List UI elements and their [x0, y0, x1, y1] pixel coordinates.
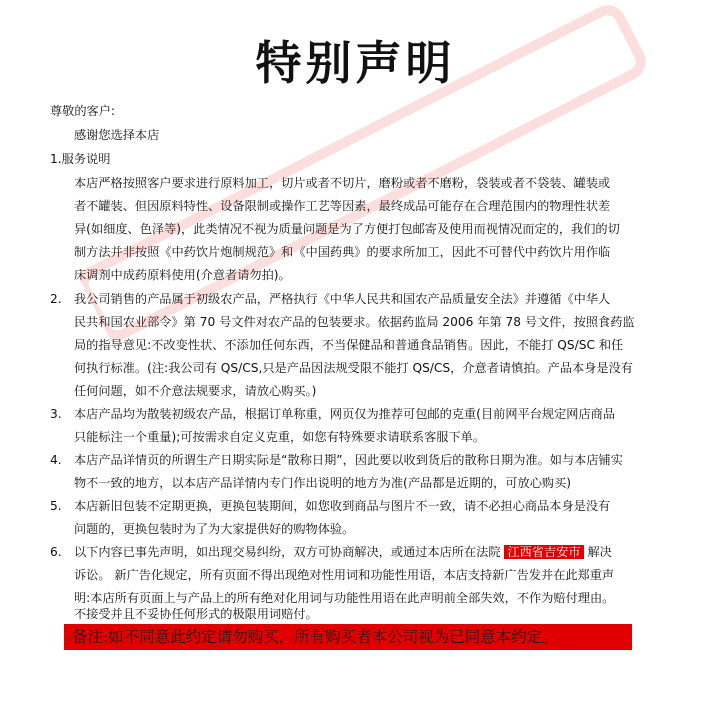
section-2-line: 何执行标准。(注:我公司有 QS/CS,只是产品因法规受限不能打 QS/CS，介意者请慎拍。产品本身是没有 [74, 361, 633, 375]
section-1-heading [50, 150, 110, 168]
section-6-line: 明:本店所有页面上与产品上的所有绝对化用词与功能性用语在此声明前全部失效，不作为赔付理由。 [74, 591, 615, 605]
section-1-line: 床调剂中成药原料使用(介意者请勿拍)。 [74, 268, 291, 282]
thanks-line: 感谢您选择本店 [74, 128, 160, 142]
greeting: 尊敬的客户: [50, 104, 116, 118]
section-3-line: 本店产品均为散装初级农产品，根据订单称重，网页仅为推荐可包邮的克重(目前网平台规定网店商品 [74, 407, 616, 421]
section-2-line: 任何问题，如不介意法规要求，请放心购买。) [74, 384, 317, 398]
section-2-line: 我公司销售的产品属于初级农产品，严格执行《中华人民共和国农产品质量安全法》并遵循《中华人 [74, 292, 611, 306]
section-6-line [74, 543, 612, 561]
section-1-line: 者不罐装、但因原料特性、设备限制或操作工艺等因素，最终成品可能存在合理范围内的物理性状差 [74, 199, 611, 213]
section-6-line: 不接受并且不妥协任何形式的极限用词赔付。 [74, 607, 318, 621]
section-1-title: 服务说明 [61, 152, 111, 166]
page-title: 特别声明 [255, 36, 456, 90]
section-5-line: 问题的，更换包装时为了为大家提供好的购物体验。 [74, 522, 355, 536]
section-6-text: 以下内容已事先声明，如出现交易纠纷，双方可协商解决，或通过本店所在法院 [74, 545, 501, 559]
notice-banner: 备注:如不同意此约定请勿购买，所有购买者本公司视为已同意本约定。 [64, 624, 632, 650]
section-6-number: 6. [50, 545, 62, 559]
section-2-line: 局的指导意见:不改变性状、不添加任何东西，不当保健品和普通食品销售。因此，不能打 QS/SC 和任 [74, 338, 624, 352]
section-1-line: 制方法并非按照《中药饮片炮制规范》和《中国药典》的要求所加工，因此不可替代中药饮片用作临 [74, 245, 611, 259]
section-6-line: 诉讼。 新广告化规定，所有页面不得出现绝对性用词和功能性用语，本店支持新广告发并在此郑重声 [74, 568, 615, 582]
section-2-line: 民共和国农业部令》第 70 号文件对农产品的包装要求。依据药监局 2006 年第 78 号文件，按照食药监 [74, 315, 635, 329]
section-4-number: 4. [50, 453, 62, 467]
section-3-line: 只能标注一个重量);可按需求自定义克重，如您有特殊要求请联系客服下单。 [74, 430, 486, 444]
section-4-line: 物不一致的地方，以本店产品详情内专门作出说明的地方为准(产品都是近期的，可放心购买) [74, 476, 572, 490]
section-3-number: 3. [50, 407, 62, 421]
section-1-line: 本店严格按照客户要求进行原料加工，切片或者不切片，磨粉或者不磨粉，袋装或者不袋装、罐装或 [74, 176, 611, 190]
section-5-number: 5. [50, 499, 62, 513]
section-1-line: 异(如细度、色泽等)，此类情况不视为质量问题是为了方便打包邮寄及使用而视情况而定的，我们的切 [74, 222, 620, 236]
section-4-line: 本店产品详情页的所谓生产日期实际是“散称日期”，因此要以收到货后的散称日期为准。如与本店铺实 [74, 453, 623, 467]
section-6-text: 解决 [587, 545, 612, 559]
section-2-number: 2. [50, 292, 62, 306]
section-1-number: 1. [50, 152, 62, 166]
section-5-line: 本店新旧包装不定期更换，更换包装期间，如您收到商品与图片不一致，请不必担心商品本身是没有 [74, 499, 611, 513]
court-location-highlight: 江西省吉安市 [504, 545, 583, 559]
